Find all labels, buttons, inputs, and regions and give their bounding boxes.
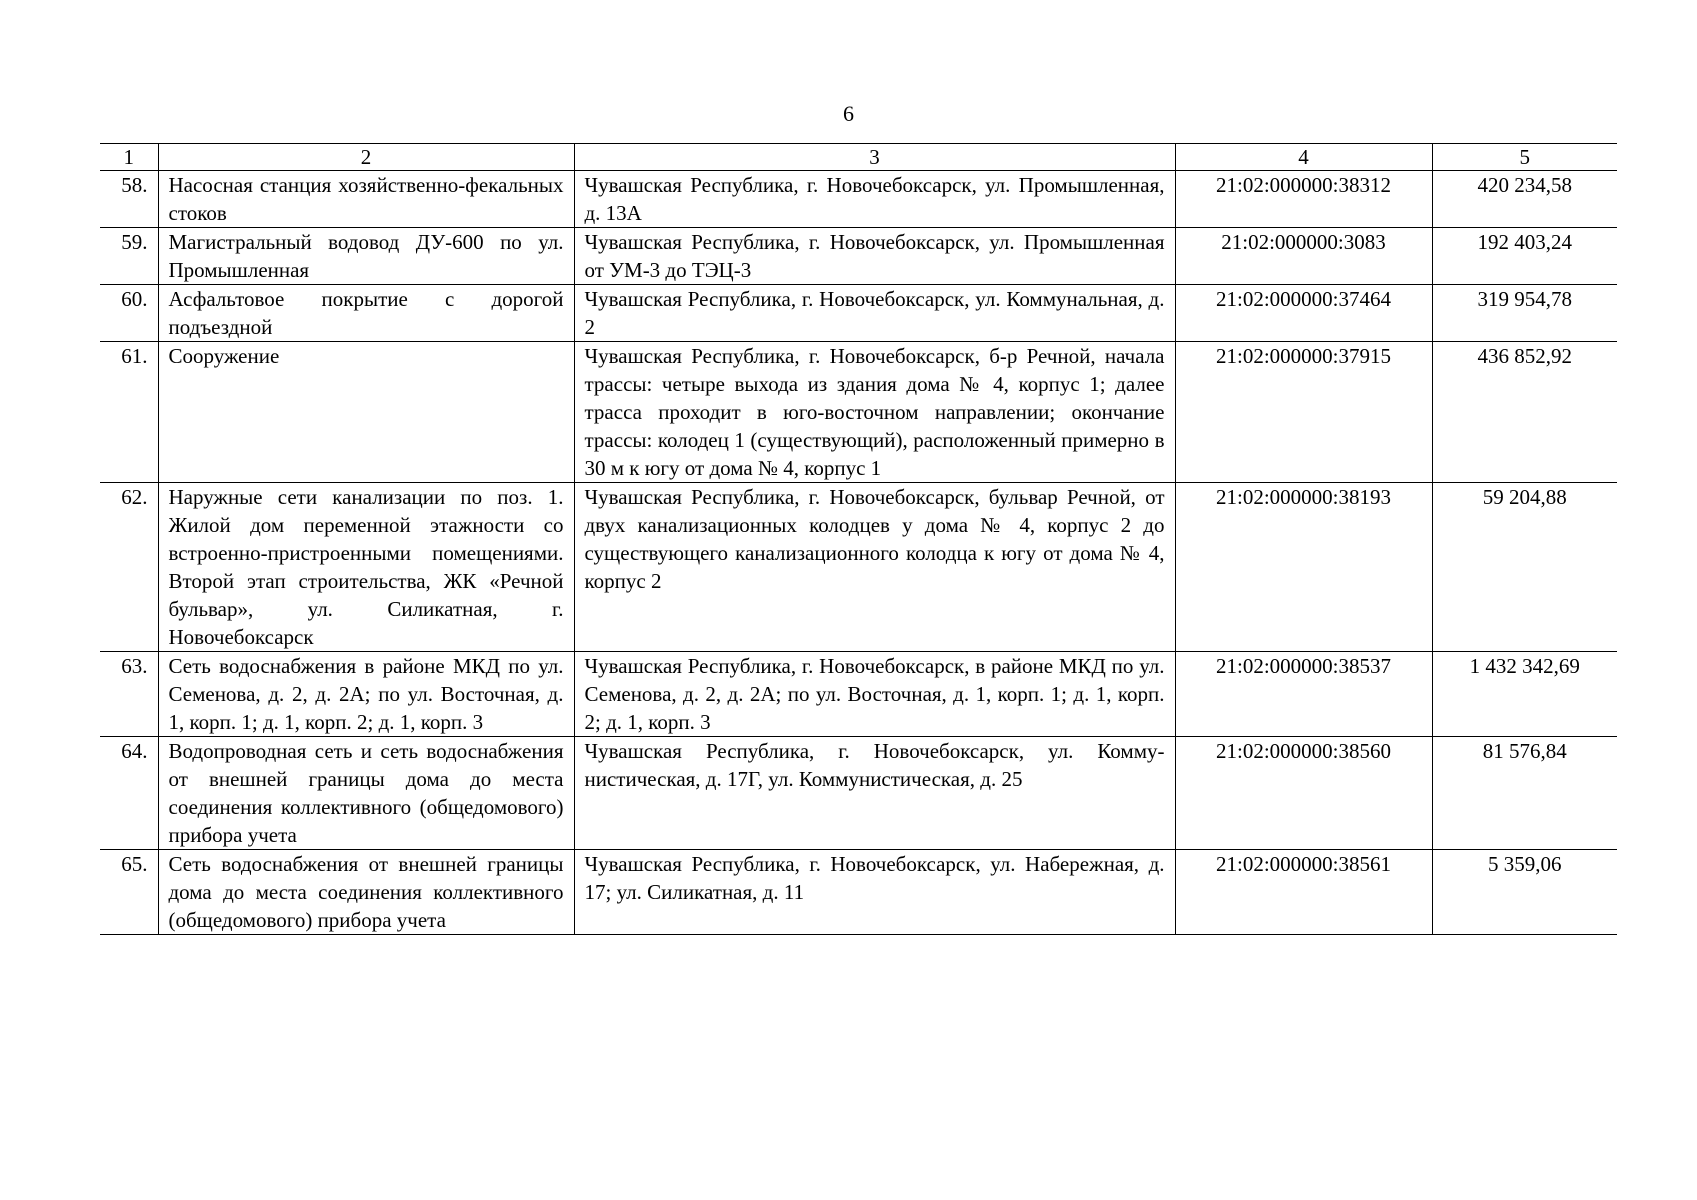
object-name: Наружные сети канализации по поз. 1. Жилой дом переменной этажности со встроенно-пристроенными помещениями. Второй этап строительства, ЖК «Речной бульвар», ул. Силикатная, г. Новочебоксарск <box>158 483 574 652</box>
column-header-3: 3 <box>574 144 1175 171</box>
column-number-header-row <box>100 144 1617 171</box>
row-number: 62. <box>100 483 158 652</box>
row-number: 59. <box>100 228 158 285</box>
row-number: 60. <box>100 285 158 342</box>
object-value: 81 576,84 <box>1432 737 1617 850</box>
object-address: Чувашская Республика, г. Новочебоксарск, в районе МКД по ул. Семенова, д. 2, д. 2А; по ул. Восточная, д. 1, корп. 1; д. 1, корп. 2; д. 1, корп. 3 <box>574 652 1175 737</box>
row-number: 61. <box>100 342 158 483</box>
row-number: 65. <box>100 850 158 935</box>
object-name: Сеть водоснабжения от внешней границы дома до места соединения коллективного (общедомового) прибора учета <box>158 850 574 935</box>
cadastral-number: 21:02:000000:38537 <box>1175 652 1432 737</box>
object-address: Чувашская Республика, г. Новочебоксарск, ул. Коммунальная, д. 2 <box>574 285 1175 342</box>
object-value: 192 403,24 <box>1432 228 1617 285</box>
row-number: 63. <box>100 652 158 737</box>
property-registry-table <box>100 143 1617 935</box>
object-name: Насосная станция хозяйственно-фекальных стоков <box>158 171 574 228</box>
cadastral-number: 21:02:000000:3083 <box>1175 228 1432 285</box>
cadastral-number: 21:02:000000:38312 <box>1175 171 1432 228</box>
column-header-2: 2 <box>158 144 574 171</box>
object-name: Сеть водоснабжения в районе МКД по ул. Семенова, д. 2, д. 2А; по ул. Восточная, д. 1, корп. 1; д. 1, корп. 2; д. 1, корп. 3 <box>158 652 574 737</box>
object-address: Чувашская Республика, г. Новочебоксарск, б-р Речной, начала трассы: четыре выхода из здания дома № 4, корпус 1; далее трасса проходит в юго-восточном направлении; окончание трассы: колодец 1 (существующий), расположенный примерно в 30 м к югу от дома № 4, корпус 1 <box>574 342 1175 483</box>
object-address: Чувашская Республика, г. Новочебоксарск, ул. Коммунистическая, д. 17Г, ул. Коммунистическая, д. 25 <box>574 737 1175 850</box>
object-value: 319 954,78 <box>1432 285 1617 342</box>
table-row <box>100 737 1617 850</box>
cadastral-number: 21:02:000000:38560 <box>1175 737 1432 850</box>
object-value: 59 204,88 <box>1432 483 1617 652</box>
object-address: Чувашская Республика, г. Новочебоксарск, ул. Набережная, д. 17; ул. Силикатная, д. 11 <box>574 850 1175 935</box>
object-address: Чувашская Республика, г. Новочебоксарск, ул. Промышленная от УМ-3 до ТЭЦ-3 <box>574 228 1175 285</box>
column-header-5: 5 <box>1432 144 1617 171</box>
page-number: 6 <box>843 101 854 126</box>
table-row <box>100 228 1617 285</box>
table-row <box>100 652 1617 737</box>
table-row <box>100 171 1617 228</box>
table-row <box>100 850 1617 935</box>
object-address: Чувашская Республика, г. Новочебоксарск, бульвар Речной, от двух канализационных колодцев у дома № 4, корпус 2 до существующего канализационного колодца к югу от дома № 4, корпус 2 <box>574 483 1175 652</box>
column-header-1: 1 <box>100 144 158 171</box>
object-name: Водопроводная сеть и сеть водоснабжения от внешней границы дома до места соединения коллективного (общедомового) прибора учета <box>158 737 574 850</box>
object-name: Асфальтовое покрытие с дорогой подъездной <box>158 285 574 342</box>
row-number: 64. <box>100 737 158 850</box>
object-name: Сооружение <box>158 342 574 483</box>
column-header-4: 4 <box>1175 144 1432 171</box>
table-row <box>100 483 1617 652</box>
cadastral-number: 21:02:000000:37464 <box>1175 285 1432 342</box>
object-value: 5 359,06 <box>1432 850 1617 935</box>
object-value: 1 432 342,69 <box>1432 652 1617 737</box>
object-address: Чувашская Республика, г. Новочебоксарск, ул. Промышленная, д. 13А <box>574 171 1175 228</box>
table-row <box>100 342 1617 483</box>
cadastral-number: 21:02:000000:38193 <box>1175 483 1432 652</box>
table-row <box>100 285 1617 342</box>
object-name: Магистральный водовод ДУ-600 по ул. Промышленная <box>158 228 574 285</box>
cadastral-number: 21:02:000000:37915 <box>1175 342 1432 483</box>
row-number: 58. <box>100 171 158 228</box>
object-value: 420 234,58 <box>1432 171 1617 228</box>
cadastral-number: 21:02:000000:38561 <box>1175 850 1432 935</box>
object-value: 436 852,92 <box>1432 342 1617 483</box>
